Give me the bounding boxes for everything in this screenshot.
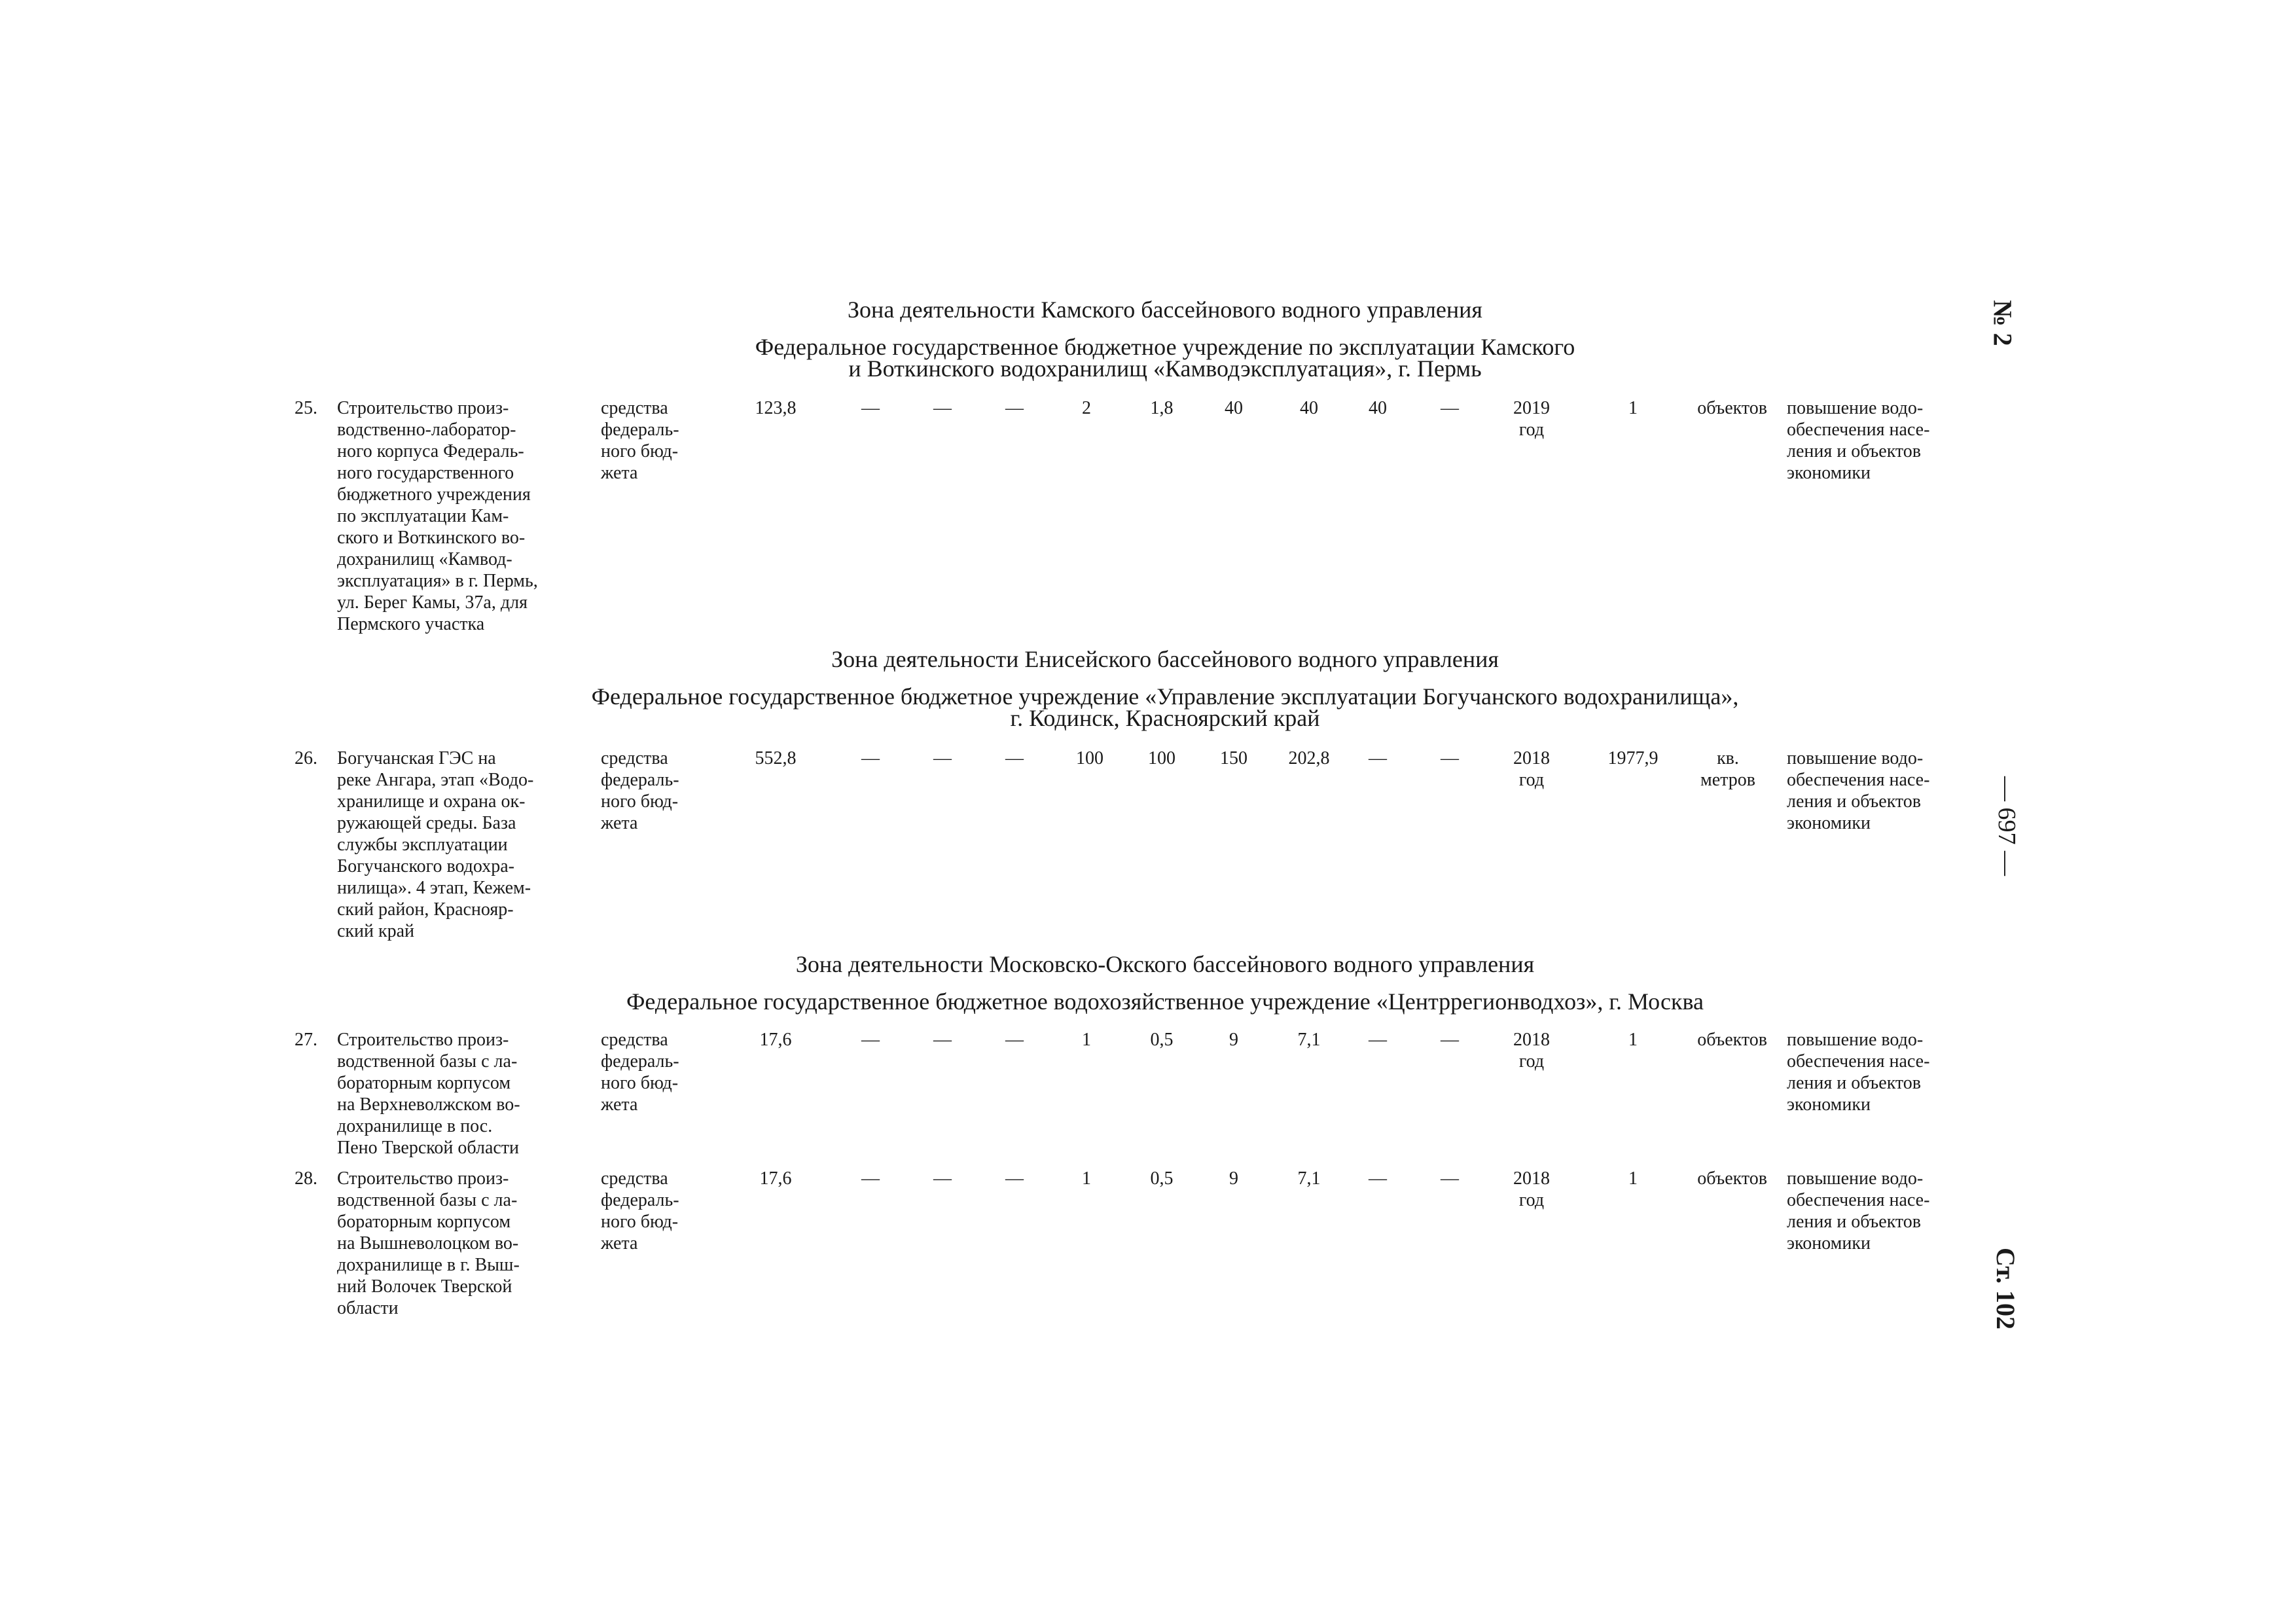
value-cell: 9 <box>1229 1168 1238 1189</box>
organization-heading <box>281 336 2049 380</box>
value-total: 17,6 <box>759 1168 792 1189</box>
value-cell: 7,1 <box>1297 1168 1321 1189</box>
value-cell: 40 <box>1300 398 1318 418</box>
commissioning-year: 2019 год <box>1513 398 1550 440</box>
capacity-value: 1 <box>1628 1168 1638 1189</box>
funding-source: средства федераль- ного бюд- жета <box>601 1030 679 1115</box>
commissioning-year: 2018 год <box>1513 1030 1550 1072</box>
value-cell: 40 <box>1369 398 1387 418</box>
capacity-unit: объектов <box>1697 1168 1767 1189</box>
article-number: Ст. 102 <box>1991 1248 2020 1329</box>
value-cell: 100 <box>1076 748 1103 768</box>
capacity-value: 1 <box>1628 1030 1638 1050</box>
zone-heading: Зона деятельности Енисейского бассейнового водного управления <box>831 646 1499 672</box>
object-name: Богучанская ГЭС на реке Ангара, этап «Водо- хранилище и охрана ок- ружающей среды. База службы эксплуатации Богучанского водохра- нилища». 4 этап, Кежем- ский район, Краснояр- ский край <box>337 748 534 941</box>
value-cell: — <box>861 748 880 768</box>
zone-heading: Зона деятельности Камского бассейнового водного управления <box>848 297 1482 323</box>
value-cell: 1 <box>1082 1030 1091 1050</box>
value-cell: 40 <box>1225 398 1243 418</box>
organization-heading <box>281 988 2049 1015</box>
value-cell: — <box>1005 1168 1024 1189</box>
funding-source: средства федераль- ного бюд- жета <box>601 1168 679 1254</box>
value-total: 552,8 <box>755 748 797 768</box>
commissioning-year: 2018 год <box>1513 748 1550 790</box>
org-line: Федеральное государственное бюджетное учреждение по эксплуатации Камского <box>755 334 1575 360</box>
project-goal: повышение водо- обеспечения насе- ления и объектов экономики <box>1787 748 1930 833</box>
value-cell: — <box>1005 398 1024 418</box>
value-cell: — <box>1369 1168 1387 1189</box>
capacity-value: 1 <box>1628 398 1638 418</box>
value-cell: — <box>1369 1030 1387 1050</box>
value-cell: 1 <box>1082 1168 1091 1189</box>
funding-source: средства федераль- ного бюд- жета <box>601 748 679 833</box>
org-line: Федеральное государственное бюджетное учреждение «Управление эксплуатации Богучанского водохранилища», <box>591 683 1739 710</box>
funding-source: средства федераль- ного бюд- жета <box>601 398 679 483</box>
value-cell: 150 <box>1220 748 1247 768</box>
row-number: 26. <box>295 748 317 768</box>
org-line: Федеральное государственное бюджетное водохозяйственное учреждение «Центррегионводхоз», г. Москва <box>626 988 1704 1015</box>
value-cell: 9 <box>1229 1030 1238 1050</box>
value-cell: — <box>861 1030 880 1050</box>
capacity-unit: объектов <box>1697 1030 1767 1050</box>
value-cell: 202,8 <box>1288 748 1330 768</box>
row-number: 25. <box>295 398 317 418</box>
capacity-unit: кв. метров <box>1700 748 1755 790</box>
project-goal: повышение водо- обеспечения насе- ления и объектов экономики <box>1787 1168 1930 1254</box>
value-cell: — <box>1369 748 1387 768</box>
value-cell: 0,5 <box>1150 1030 1174 1050</box>
value-cell: — <box>1441 1168 1459 1189</box>
value-cell: — <box>1441 398 1459 418</box>
value-cell: — <box>933 1168 952 1189</box>
project-goal: повышение водо- обеспечения насе- ления и объектов экономики <box>1787 1030 1930 1115</box>
value-cell: 7,1 <box>1297 1030 1321 1050</box>
value-cell: — <box>933 748 952 768</box>
object-name: Строительство произ- водственной базы с ла- бораторным корпусом на Вышневолоцком во- дохранилище в г. Выш- ний Волочек Тверской области <box>337 1168 520 1318</box>
value-cell: — <box>861 398 880 418</box>
org-line: г. Кодинск, Красноярский край <box>1010 705 1320 731</box>
org-line: и Воткинского водохранилищ «Камводэксплуатация», г. Пермь <box>848 355 1482 382</box>
capacity-unit: объектов <box>1697 398 1767 418</box>
value-cell: — <box>933 1030 952 1050</box>
value-cell: — <box>1441 1030 1459 1050</box>
object-name: Строительство произ- водственно-лаборатор- ного корпуса Федераль- ного государственного бюджетного учреждения по эксплуатации Кам- ского и Воткинского во- дохранилищ «Камвод- эксплуатация» в г. Пермь, ул. Берег Камы, 37а, для Пермского участка <box>337 398 538 634</box>
commissioning-year: 2018 год <box>1513 1168 1550 1210</box>
value-cell: 0,5 <box>1150 1168 1174 1189</box>
capacity-value: 1977,9 <box>1607 748 1659 768</box>
issue-number: № 2 <box>1988 300 2018 346</box>
value-cell: 2 <box>1082 398 1091 418</box>
value-cell: — <box>1005 1030 1024 1050</box>
page-number: — 697 — <box>1993 776 2020 876</box>
object-name: Строительство произ- водственной базы с ла- бораторным корпусом на Верхневолжском во- дохранилище в пос. Пено Тверской области <box>337 1030 520 1158</box>
value-total: 17,6 <box>759 1030 792 1050</box>
value-cell: — <box>933 398 952 418</box>
zone-heading: Зона деятельности Московско-Окского бассейнового водного управления <box>795 951 1535 977</box>
row-number: 28. <box>295 1168 317 1189</box>
project-goal: повышение водо- обеспечения насе- ления и объектов экономики <box>1787 398 1930 483</box>
row-number: 27. <box>295 1030 317 1050</box>
value-cell: — <box>861 1168 880 1189</box>
value-total: 123,8 <box>755 398 797 418</box>
value-cell: 1,8 <box>1150 398 1174 418</box>
value-cell: 100 <box>1148 748 1175 768</box>
value-cell: — <box>1441 748 1459 768</box>
value-cell: — <box>1005 748 1024 768</box>
organization-heading <box>281 683 2049 731</box>
